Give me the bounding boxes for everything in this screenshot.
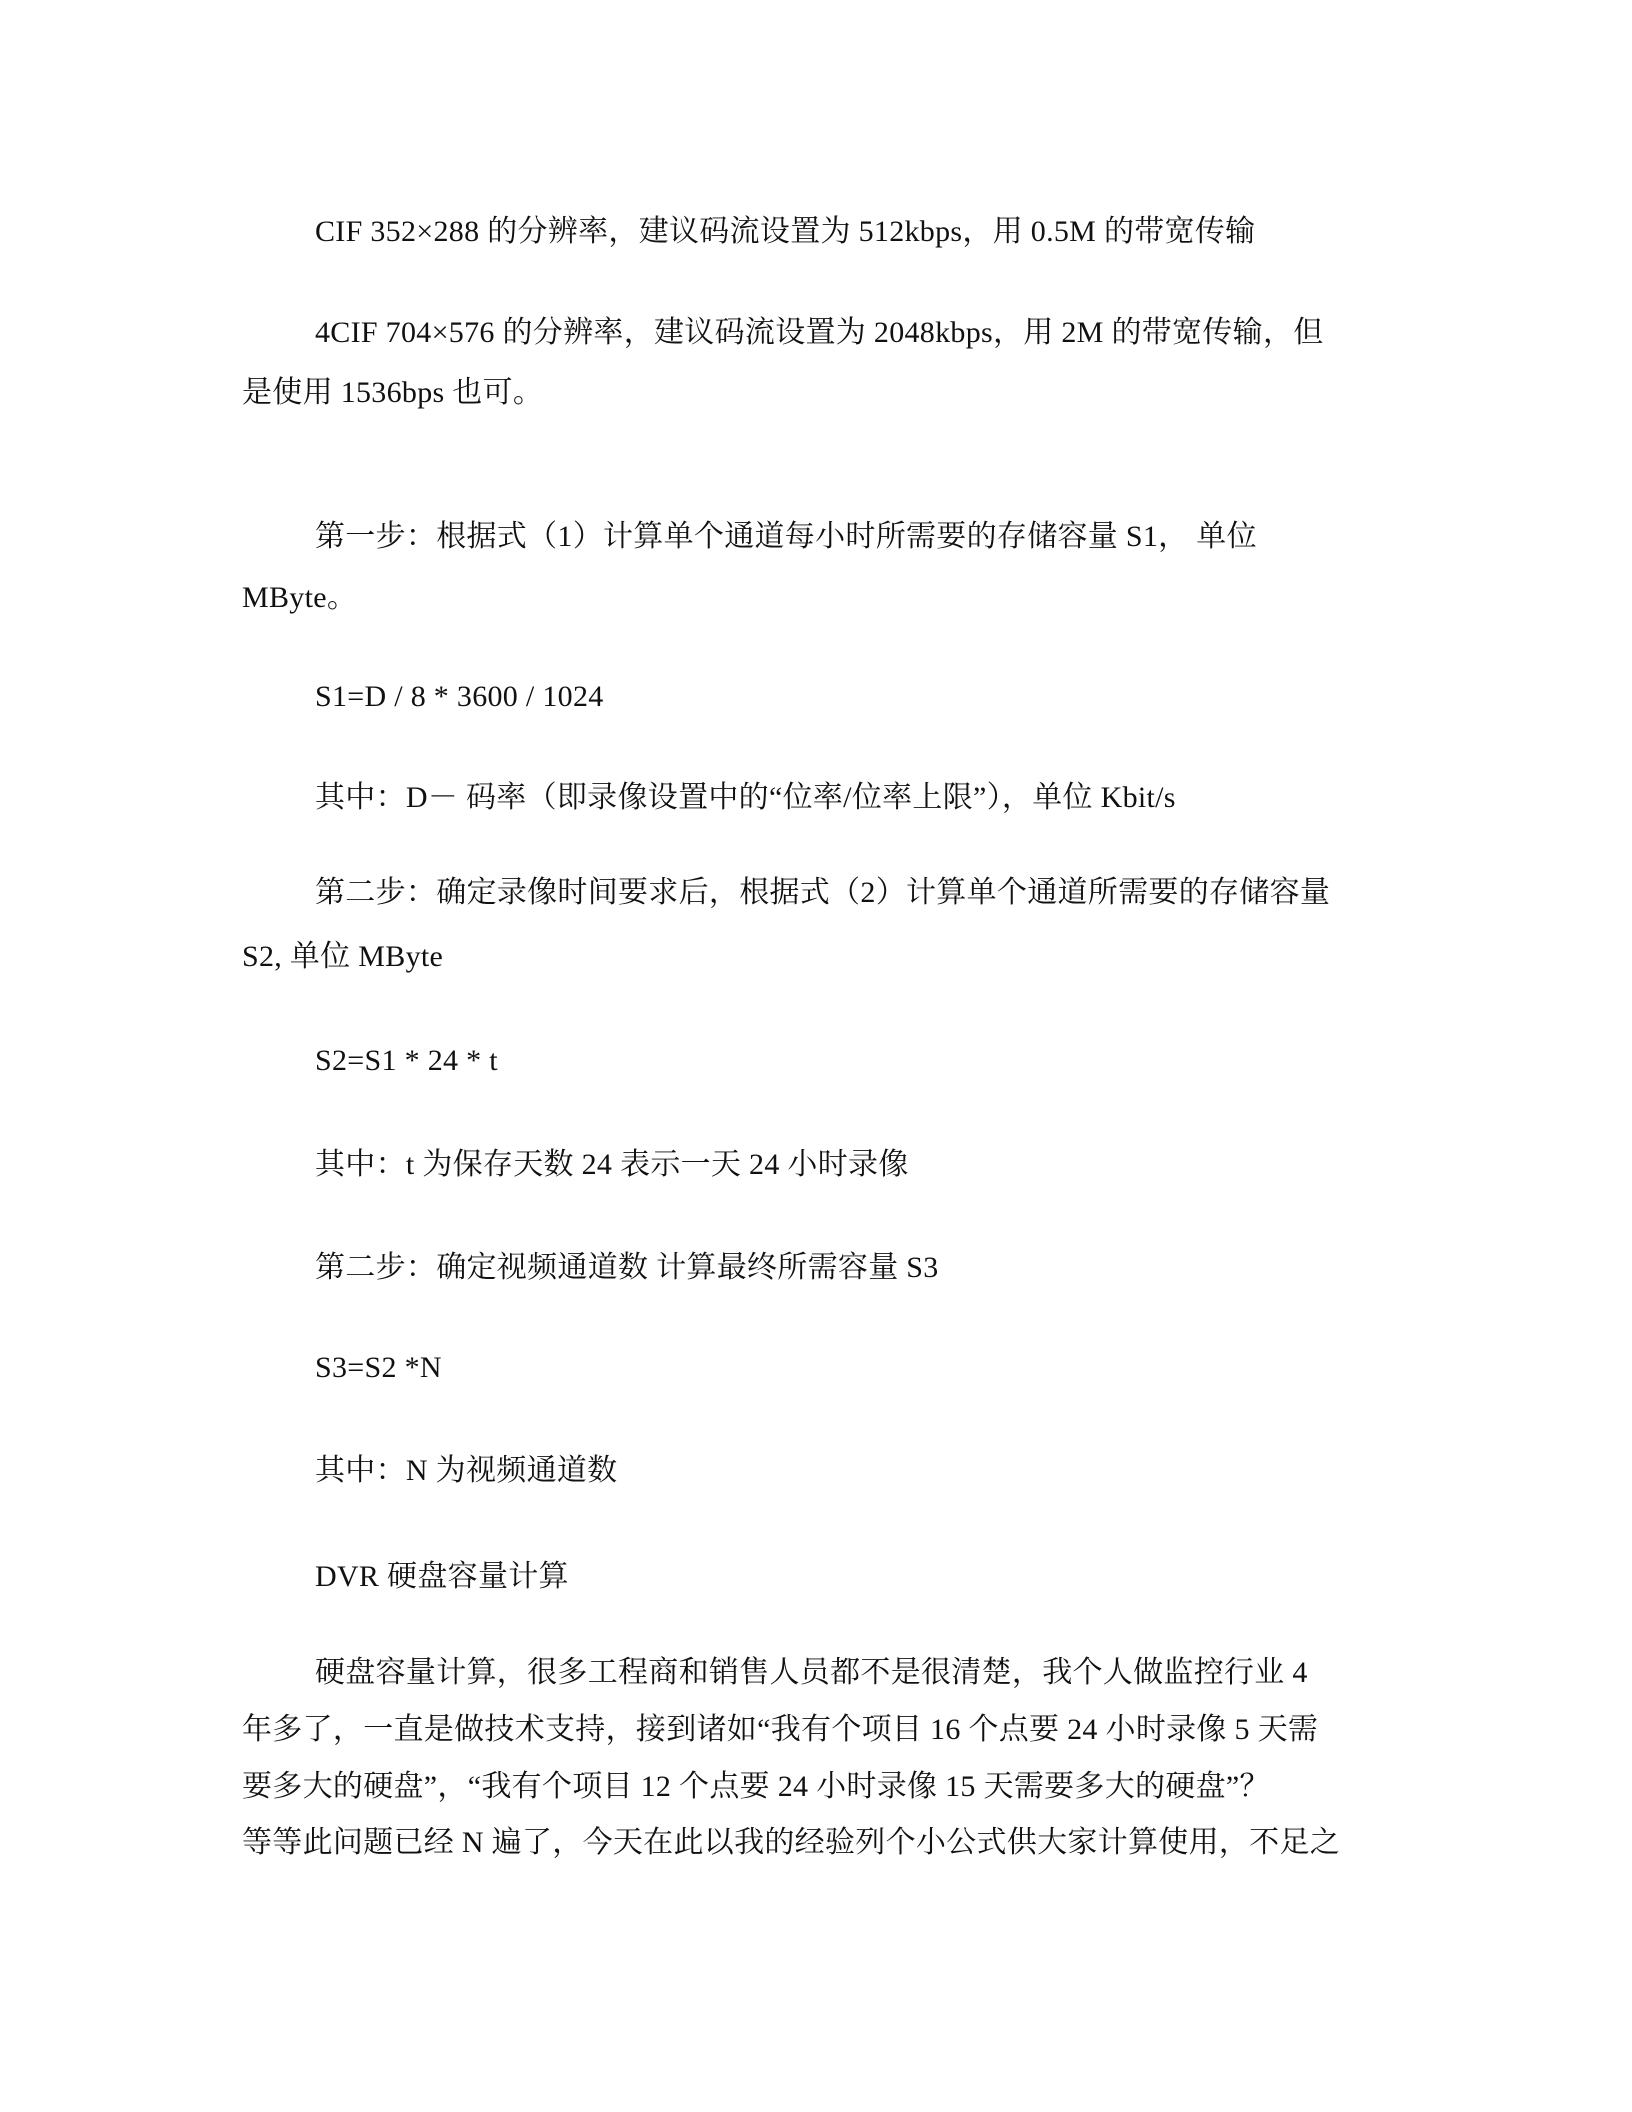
paragraph-cif-line-1: CIF 352×288 的分辨率，建议码流设置为 512kbps，用 0.5M 的带宽传输 [315, 215, 1256, 248]
note-days-t: 其中：t 为保存天数 24 表示一天 24 小时录像 [315, 1148, 909, 1181]
step1-line-2: MByte。 [242, 581, 358, 614]
section-heading-dvr: DVR 硬盘容量计算 [315, 1560, 569, 1593]
paragraph-4cif-line-1: 4CIF 704×576 的分辨率，建议码流设置为 2048kbps，用 2M 的带宽传输，但 [315, 316, 1324, 349]
note-bitrate-d: 其中：D－ 码率（即录像设置中的“位率/位率上限”），单位 Kbit/s [315, 781, 1176, 814]
step1-line-1: 第一步：根据式（1）计算单个通道每小时所需要的存储容量 S1， 单位 [315, 520, 1257, 553]
step3-line-1: 第二步：确定视频通道数 计算最终所需容量 S3 [315, 1251, 939, 1284]
note-channels-n: 其中：N 为视频通道数 [315, 1454, 618, 1487]
step2-line-2: S2, 单位 MByte [242, 940, 444, 973]
dvr-intro-line-1: 硬盘容量计算，很多工程商和销售人员都不是很清楚，我个人做监控行业 4 [315, 1656, 1308, 1689]
paragraph-4cif-line-2: 是使用 1536bps 也可。 [242, 376, 544, 409]
formula-s2: S2=S1 * 24 * t [315, 1044, 498, 1077]
dvr-intro-line-2: 年多了，一直是做技术支持，接到诸如“我有个项目 16 个点要 24 小时录像 5 天需 [242, 1713, 1319, 1746]
dvr-intro-line-4: 等等此问题已经 N 遍了，今天在此以我的经验列个小公式供大家计算使用，不足之 [242, 1826, 1341, 1859]
step2-line-1: 第二步：确定录像时间要求后，根据式（2）计算单个通道所需要的存储容量 [315, 876, 1331, 909]
formula-s3: S3=S2 *N [315, 1351, 442, 1384]
dvr-intro-line-3: 要多大的硬盘”，“我有个项目 12 个点要 24 小时录像 15 天需要多大的硬盘”？ [242, 1770, 1270, 1803]
formula-s1: S1=D / 8 * 3600 / 1024 [315, 680, 604, 713]
